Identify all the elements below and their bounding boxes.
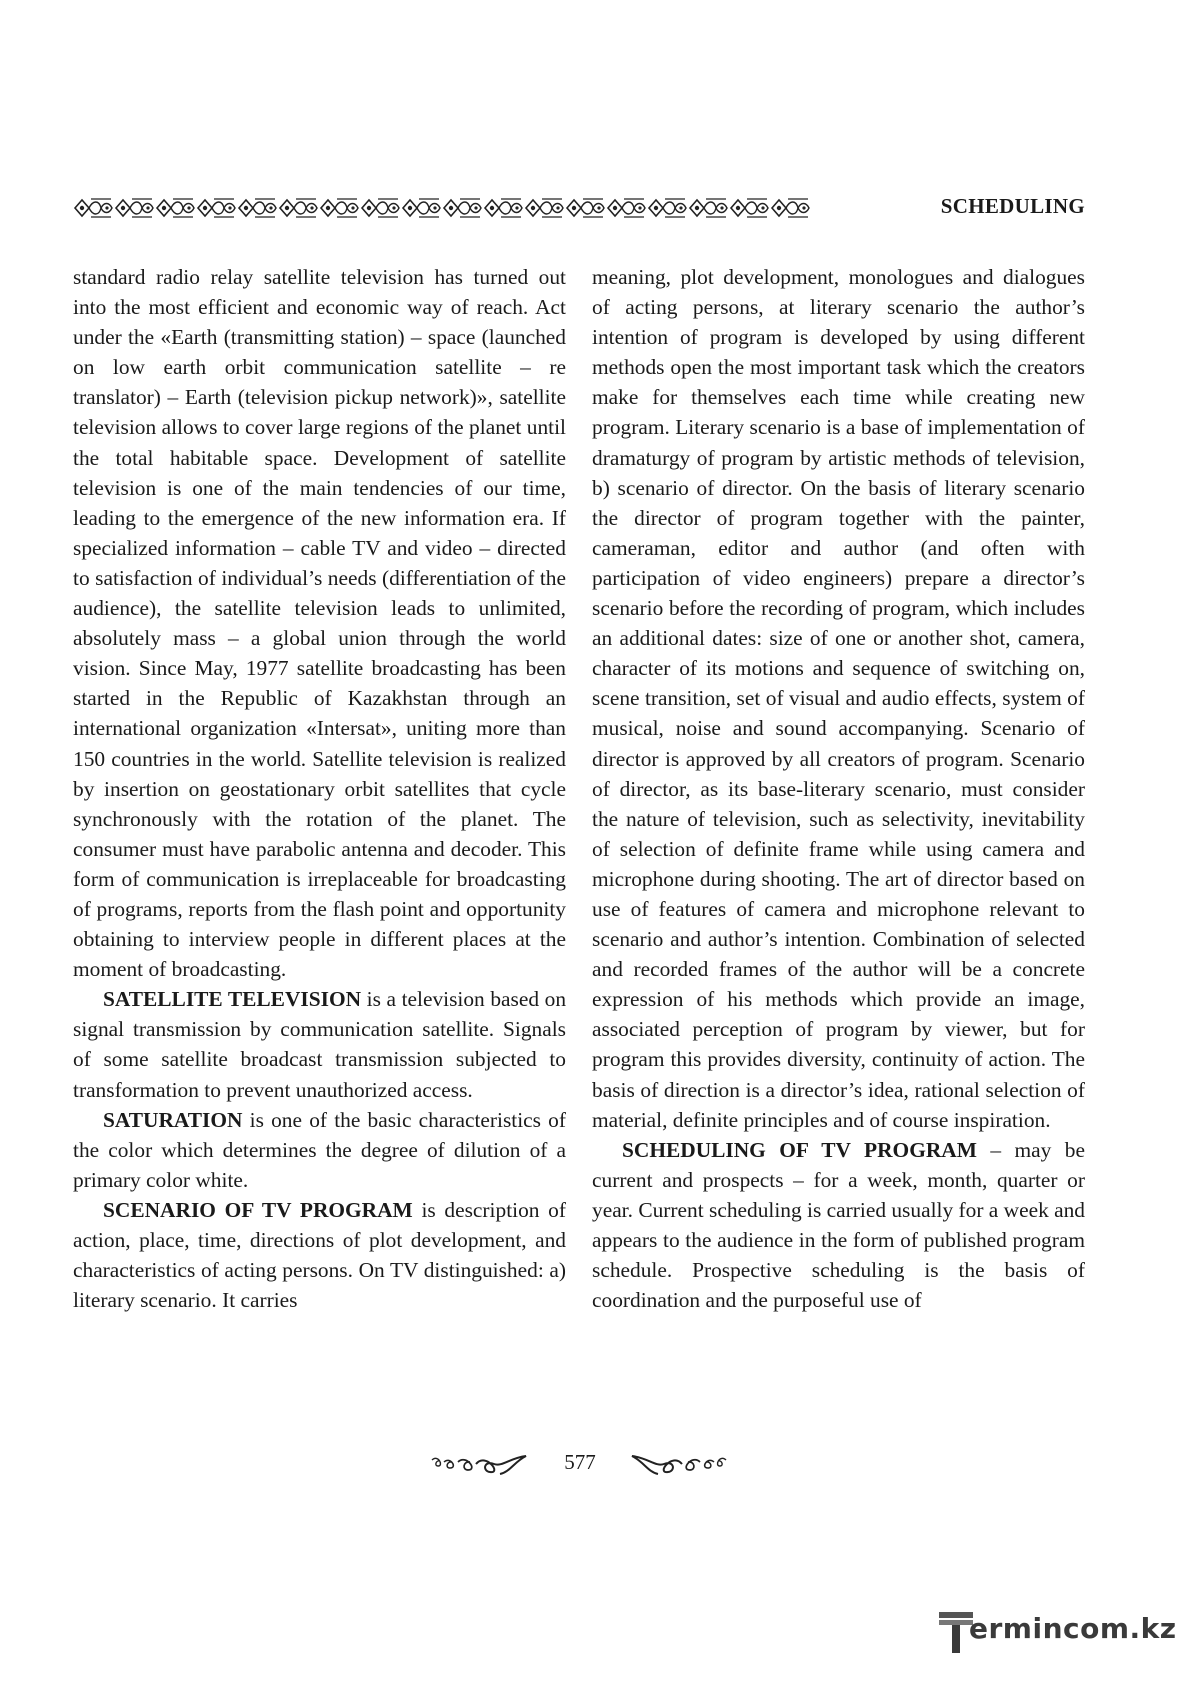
flourish-right-icon bbox=[628, 1452, 728, 1476]
watermark bbox=[939, 1610, 1177, 1660]
entry-saturation bbox=[73, 1105, 566, 1195]
paragraph-continued bbox=[592, 262, 1085, 1135]
entry-satellite-television bbox=[73, 984, 566, 1104]
paragraph-text: standard radio relay satellite television has turned out into the most efficient and economic way of reach. Act under the «Earth (transmitting station) – space (launched on low earth orbit communication satellite – re translator) – Earth (television pickup network)», satellite television allows to cover large regions of the planet until the total habitable space. Development of satellite television is one of the main tendencies of our time, leading to the emergence of the new information era. If specialized information – cable TV and video – directed to satisfaction of individual’s needs (differentiation of the audience), the satellite television leads to unlimited, absolutely mass – a global union through the world vision. Since May, 1977 satellite broadcasting has been started in the Republic of Kazakhstan through an international organization «Intersat», uniting more than 150 countries in the world. Satellite television is realized by insertion on geostationary orbit satellites that cycle synchronously with the rotation of the planet. The consumer must have parabolic antenna and decoder. This form of communication is irreplaceable for broadcasting of programs, reports from the flash point and opportunity obtaining to interview people in different places at the moment of broadcasting. bbox=[73, 265, 566, 982]
page-header bbox=[73, 192, 1085, 226]
right-column bbox=[592, 262, 1085, 1315]
entry-term: SCHEDULING OF TV PROGRAM bbox=[622, 1137, 977, 1162]
entry-scheduling-of-tv-program bbox=[592, 1135, 1085, 1316]
flourish-left-icon bbox=[430, 1452, 530, 1476]
left-column bbox=[73, 262, 566, 1315]
page-number: 577 bbox=[564, 1450, 596, 1474]
running-head: SCHEDULING bbox=[940, 194, 1085, 218]
paragraph-text: meaning, plot development, monologues and dialogues of acting persons, at literary scenario the author’s intention of program is developed by using different methods open the most important task which the creators make for themselves each time while creating new program. Literary scenario is a base of implementation of dramaturgy of program by artistic methods of television, b) scenario of director. On the basis of literary scenario the director of program together with the painter, cameraman, editor and author (and often with participation of video engineers) prepare a director’s scenario before the recording of program, which includes an additional dates: size of one or another shot, camera, character of its motions and sequence of switching on, scene transition, set of visual and audio effects, system of musical, noise and sound accompanying. Scenario of director is approved by all creators of program. Scenario of director, as its base-literary scenario, must consider the nature of television, such as selectivity, inevitability of selection of definite frame while using camera and microphone during shooting. The art of director based on use of features of camera and microphone relevant to scenario and author’s intention. Combination of selected and recorded frames of the author will be a concrete expression of his methods which provide an image, associated perception of program by viewer, but for program this provides diversity, continuity of action. The basis of direction is a director’s idea, rational selection of material, definite principles and of course inspiration. bbox=[592, 265, 1085, 1132]
entry-text: is one of the basic characteristics of the color which determines the degree of dilution of a primary color white. bbox=[73, 1107, 566, 1192]
watermark-t-logo-icon bbox=[939, 1610, 973, 1654]
page-footer bbox=[0, 1446, 1191, 1482]
entry-text: – may be current and prospects – for a week, month, quarter or year. Current scheduling is carried usually for a week and appears to the audience in the form of published program schedule. Prospective scheduling is the basis of coordination and the purposeful use of bbox=[592, 1137, 1085, 1313]
ornament-band-icon bbox=[73, 196, 811, 220]
paragraph-continued bbox=[73, 262, 566, 984]
entry-term: SCENARIO OF TV PROGRAM bbox=[103, 1197, 413, 1222]
entry-text: is description of action, place, time, directions of plot development, and characteristics of acting persons. On TV distinguished: a) literary scenario. It carries bbox=[73, 1197, 566, 1313]
entry-term: SATELLITE TELEVISION bbox=[103, 987, 362, 1012]
entry-text: is a television based on signal transmission by communication satellite. Signals of some satellite broadcast transmission subjected to transformation to prevent unauthorized access. bbox=[73, 987, 567, 1102]
entry-term: SATURATION bbox=[103, 1107, 243, 1132]
entry-scenario-of-tv-program bbox=[73, 1195, 566, 1315]
watermark-text: ermincom.kz bbox=[969, 1612, 1177, 1645]
